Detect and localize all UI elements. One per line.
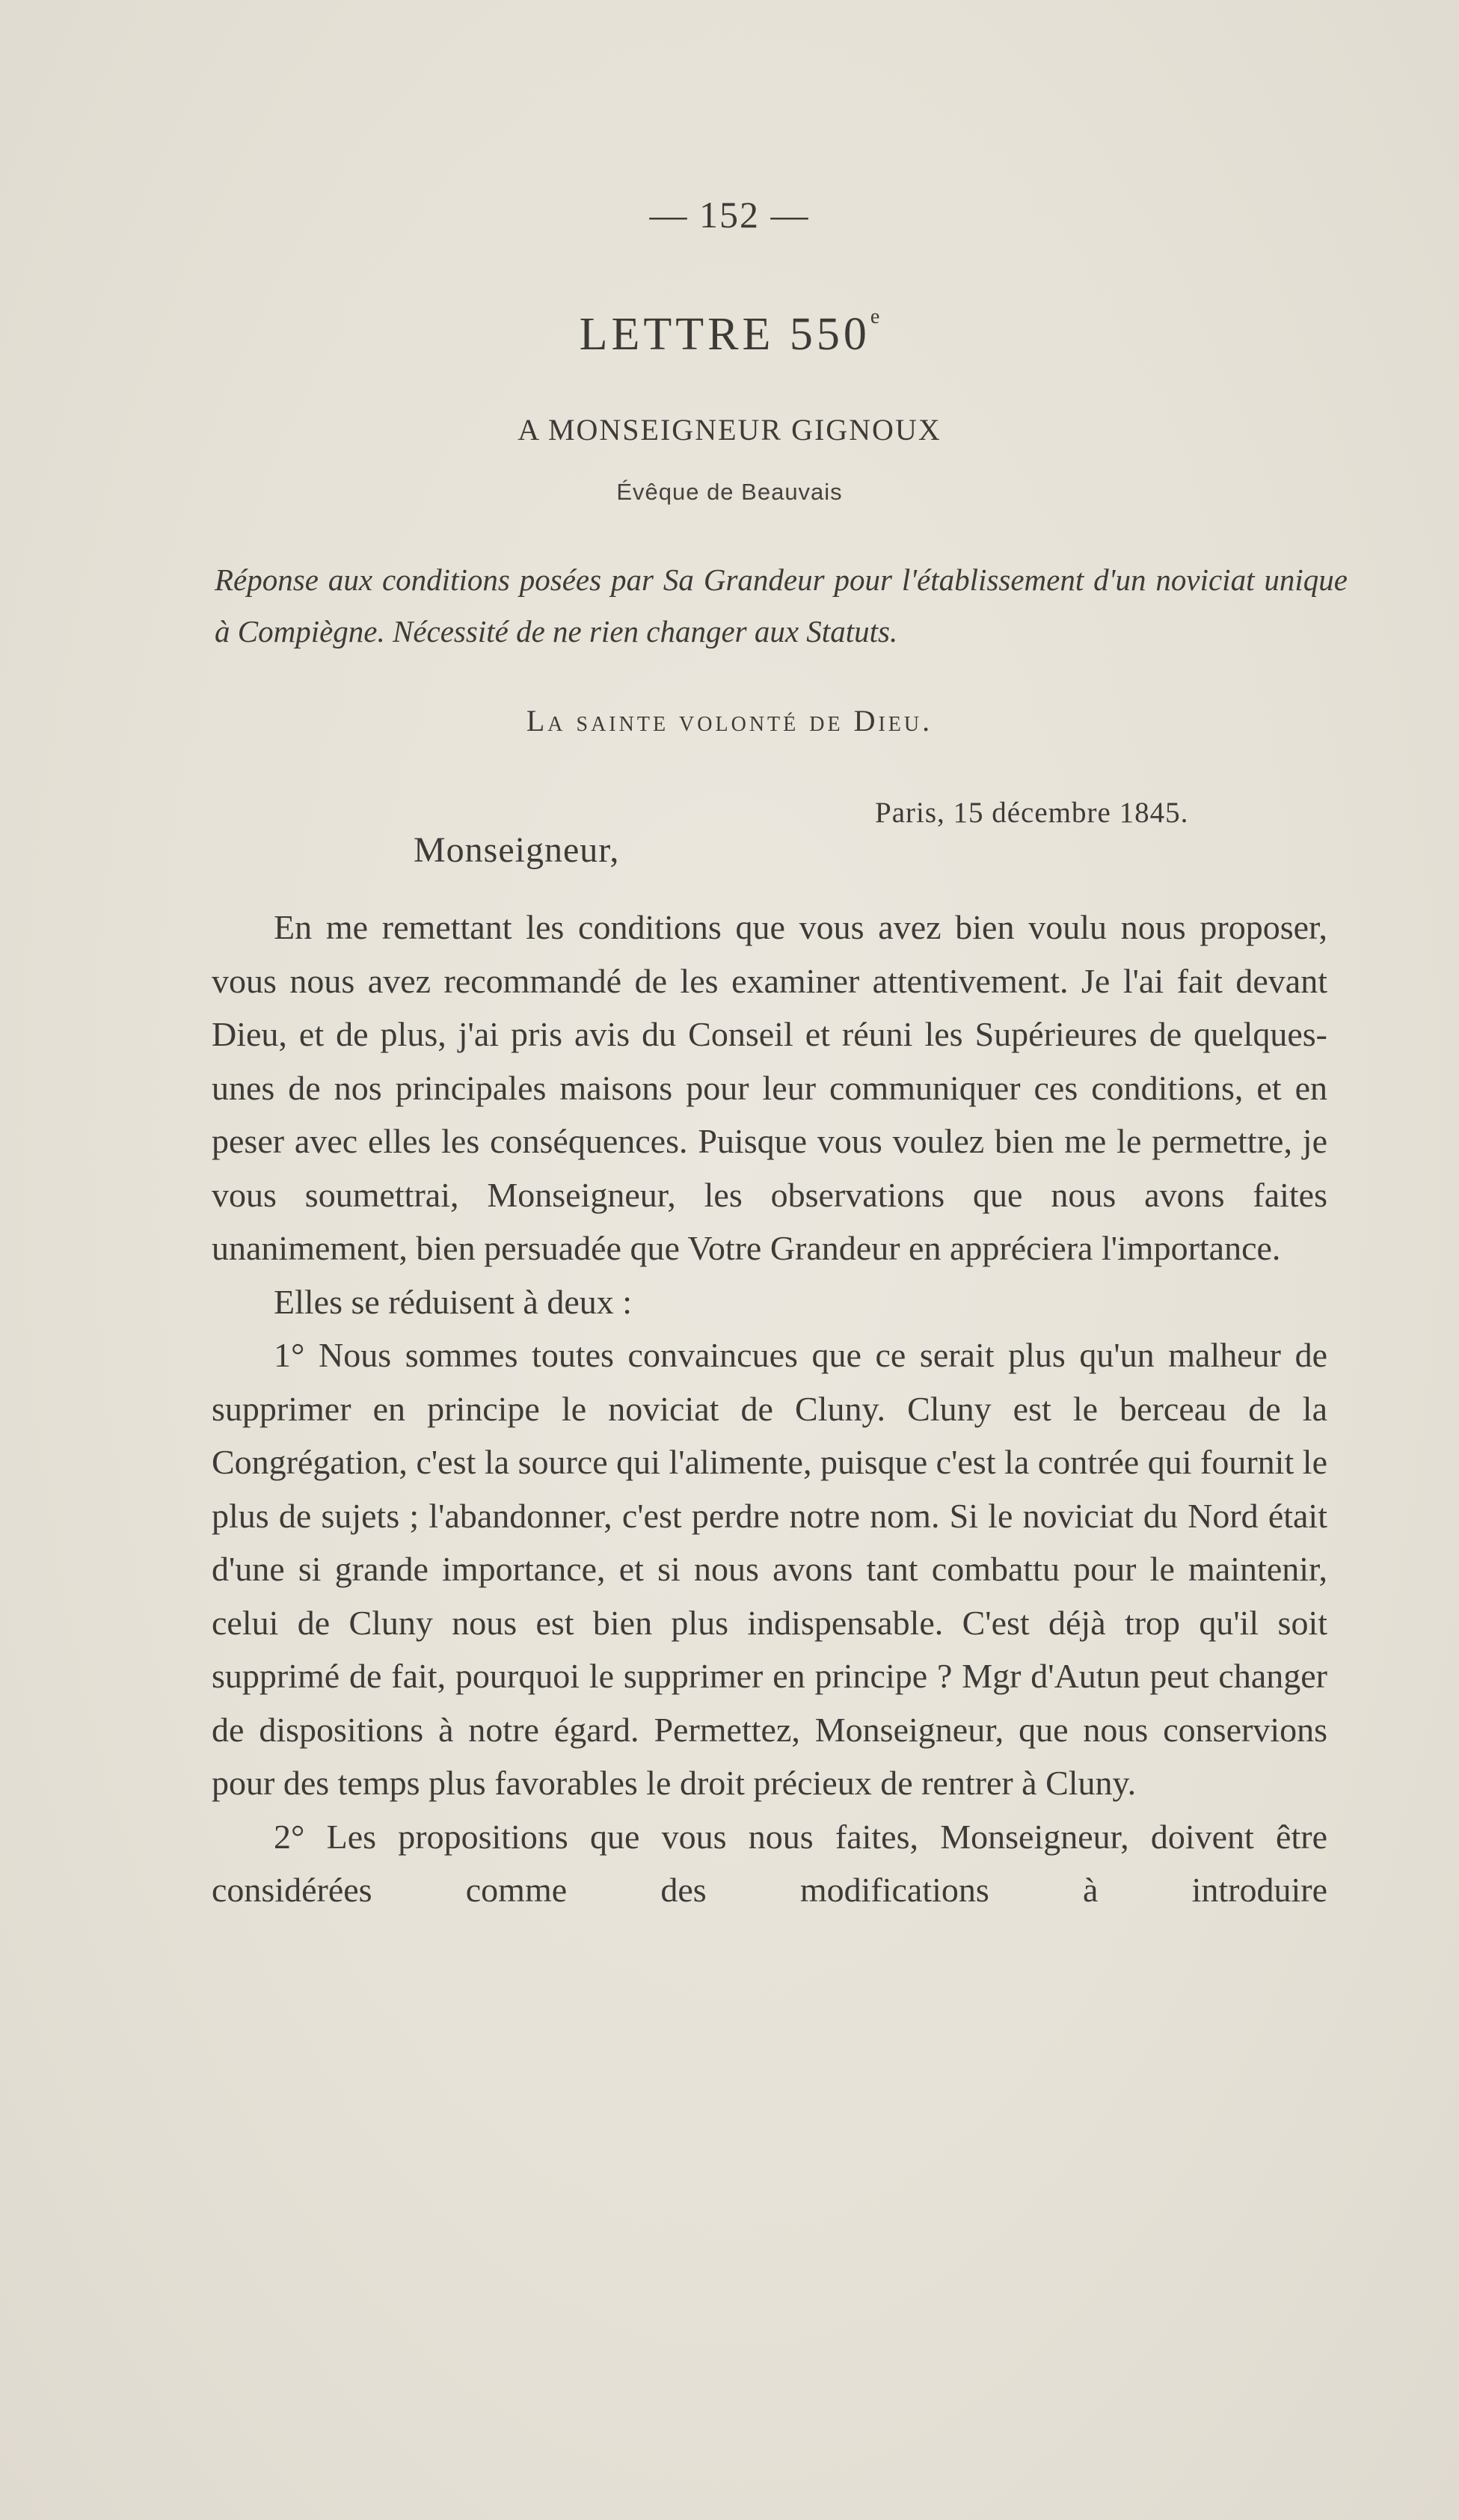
body-paragraph: En me remettant les conditions que vous avez bien voulu nous proposer, vous nous avez recommandé de les examiner attentivement. Je l'ai fait devant Dieu, et de plus, j'ai pris avis du Conseil et réuni les Supérieures de quelques-unes de nos principales maisons pour leur communiquer ces conditions, et en peser avec elles les conséquences. Puisque vous voulez bien me le permettre, je vous soumettrai, Monseigneur, les observations que nous avons faites unanimement, bien persuadée que Votre Grandeur en appréciera l'importance. [212,908,1327,1267]
body-paragraph: 1° Nous sommes toutes convaincues que ce serait plus qu'un malheur de supprimer en principe le noviciat de Cluny. Cluny est le berceau de la Congrégation, c'est la source qui l'alimente, puisque c'est la contrée qui fournit le plus de sujets ; l'abandonner, c'est perdre notre nom. Si le noviciat du Nord était d'une si grande importance, et si nous avons tant combattu pour le maintenir, celui de Cluny nous est bien plus indispensable. C'est déjà trop qu'il soit supprimé de fait, pourquoi le supprimer en principe ? Mgr d'Autun peut changer de dispositions à notre égard. Permettez, Monseigneur, que nous conservions pour des temps plus favorables le droit précieux de rentrer à Cluny. [212,1336,1327,1802]
letter-body [212,901,1327,1917]
motto: La sainte volonté de Dieu. [526,704,933,738]
recipient-title: Évêque de Beauvais [616,479,843,505]
letter-summary: Réponse aux conditions posées par Sa Grandeur pour l'établissement d'un noviciat unique à Compiègne. Nécessité de ne rien changer aux Statuts. [215,562,1348,649]
letter-title-text: LETTRE 550 [579,309,870,360]
letter-recipient: A MONSEIGNEUR GIGNOUX [517,413,942,447]
dateline: Paris, 15 décembre 1845. [875,797,1189,829]
body-paragraph: 2° Les propositions que vous nous faites, Monseigneur, doivent être considérées comme des modifications à introduire [212,1817,1327,1909]
letter-title-superscript: e [870,305,880,328]
page-number: — 152 — [649,194,810,236]
body-paragraph: Elles se réduisent à deux : [274,1282,633,1321]
salutation: Monseigneur, [414,830,620,870]
letter-title [0,305,1459,361]
